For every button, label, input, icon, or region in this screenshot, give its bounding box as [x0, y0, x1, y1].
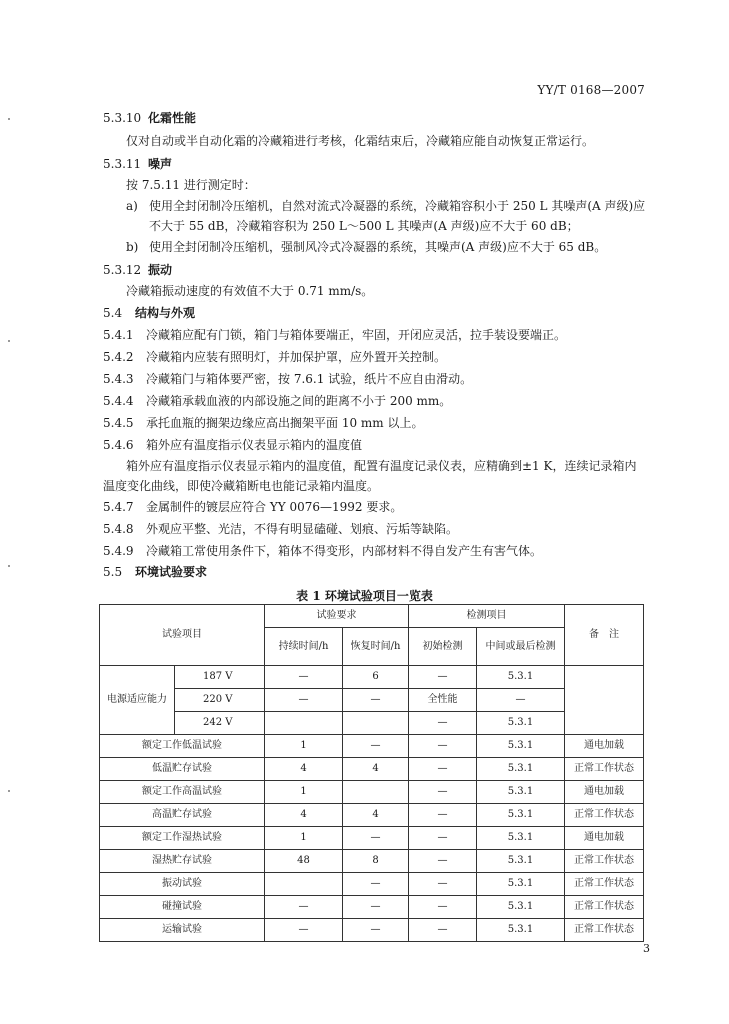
section-5-3-11-heading: 5.3.11 噪声: [103, 157, 173, 171]
table-cell: —: [409, 781, 477, 804]
section-5-4-6: 5.4.6 箱外应有温度指示仪表显示箱内的温度值: [103, 438, 363, 452]
section-5-4-6-para-line1: 箱外应有温度指示仪表显示箱内的温度值，配置有温度记录仪表，应精确到±1 K，连续记录箱内: [126, 459, 637, 473]
table-cell: [265, 873, 343, 896]
table-caption: 表 1 环境试验项目一览表: [296, 589, 433, 603]
section-5-4-heading: 5.4 结构与外观: [103, 306, 196, 320]
table-cell: —: [409, 666, 477, 689]
header-duration: 持续时间/h: [265, 628, 343, 666]
header-recovery: 恢复时间/h: [343, 628, 409, 666]
table-cell: —: [343, 919, 409, 942]
table-cell: 通电加载: [565, 827, 644, 850]
section-5-4-5: 5.4.5 承托血瓶的搁架边缘应高出搁架平面 10 mm 以上。: [103, 416, 424, 430]
table-cell: 5.3.1: [477, 666, 565, 689]
section-5-5-heading: 5.5 环境试验要求: [103, 565, 208, 579]
table-cell: [565, 666, 644, 735]
section-5-4-6-para-line2: 温度变化曲线，即使冷藏箱断电也能记录箱内温度。: [103, 479, 380, 493]
header-item: 试验项目: [100, 605, 265, 666]
table-cell: —: [343, 689, 409, 712]
margin-speck: [8, 118, 10, 120]
table-cell: —: [409, 827, 477, 850]
table-cell: 5.3.1: [477, 735, 565, 758]
table-cell: 正常工作状态: [565, 758, 644, 781]
list-item-b-line1: 使用全封闭制冷压缩机，强制风冷式冷凝器的系统，其噪声(A 声级)应不大于 65 dB。: [149, 240, 607, 254]
table-cell: 正常工作状态: [565, 850, 644, 873]
table-cell: —: [409, 758, 477, 781]
environment-test-table: [99, 604, 644, 942]
section-5-3-12-text: 冷藏箱振动速度的有效值不大于 0.71 mm/s。: [126, 284, 374, 298]
table-row-label: 低温贮存试验: [100, 758, 265, 781]
table-cell: 正常工作状态: [565, 896, 644, 919]
table-cell: 正常工作状态: [565, 919, 644, 942]
header-inspection: 检测项目: [409, 605, 565, 628]
section-5-4-7: 5.4.7 金属制件的镀层应符合 YY 0076—1992 要求。: [103, 500, 403, 514]
margin-speck: [8, 565, 10, 567]
table-cell: 242 V: [175, 712, 265, 735]
header-mid-final: 中间或最后检测: [477, 628, 565, 666]
section-5-4-2: 5.4.2 冷藏箱内应装有照明灯，并加保护罩，应外置开关控制。: [103, 350, 447, 364]
standard-number: YY/T 0168—2007: [537, 83, 645, 97]
section-5-3-12-heading: 5.3.12 振动: [103, 263, 173, 277]
table-cell: 220 V: [175, 689, 265, 712]
table-cell: —: [265, 689, 343, 712]
list-label-b: b): [126, 240, 139, 254]
power-adaptability-label: 电源适应能力: [100, 666, 175, 735]
table-cell: [343, 712, 409, 735]
table-cell: 5.3.1: [477, 758, 565, 781]
table-cell: 正常工作状态: [565, 873, 644, 896]
table-cell: 48: [265, 850, 343, 873]
table-cell: —: [343, 735, 409, 758]
table-cell: 5.3.1: [477, 850, 565, 873]
table-cell: 通电加载: [565, 781, 644, 804]
section-5-4-4: 5.4.4 冷藏箱承载血液的内部设施之间的距离不小于 200 mm。: [103, 394, 452, 408]
table-row-label: 额定工作低温试验: [100, 735, 265, 758]
table-cell: —: [409, 712, 477, 735]
section-5-4-3: 5.4.3 冷藏箱门与箱体要严密，按 7.6.1 试验，纸片不应自由滑动。: [103, 372, 473, 386]
table-cell: 8: [343, 850, 409, 873]
table-cell: 通电加载: [565, 735, 644, 758]
table-row-label: 碰撞试验: [100, 896, 265, 919]
table-cell: —: [343, 873, 409, 896]
table-cell: 4: [265, 804, 343, 827]
table-cell: 4: [265, 758, 343, 781]
page-number: 3: [643, 942, 650, 955]
table-cell: 4: [343, 804, 409, 827]
table-cell: —: [265, 919, 343, 942]
table-row-label: 额定工作湿热试验: [100, 827, 265, 850]
table-cell: —: [409, 919, 477, 942]
table-cell: —: [477, 689, 565, 712]
table-cell: —: [343, 827, 409, 850]
table-cell: —: [409, 896, 477, 919]
table-cell: 4: [343, 758, 409, 781]
table-cell: 5.3.1: [477, 873, 565, 896]
table-cell: 5.3.1: [477, 827, 565, 850]
section-5-4-8: 5.4.8 外观应平整、光洁，不得有明显磕碰、划痕、污垢等缺陷。: [103, 522, 459, 536]
table-cell: 5.3.1: [477, 896, 565, 919]
table-cell: 187 V: [175, 666, 265, 689]
table-cell: 5.3.1: [477, 781, 565, 804]
table-row-label: 湿热贮存试验: [100, 850, 265, 873]
table-row-label: 运输试验: [100, 919, 265, 942]
table-cell: —: [409, 873, 477, 896]
section-5-4-1: 5.4.1 冷藏箱应配有门锁，箱门与箱体要端正，牢固，开闭应灵活，拉手装设要端正。: [103, 328, 567, 342]
table-cell: 6: [343, 666, 409, 689]
section-5-3-10-text: 仅对自动或半自动化霜的冷藏箱进行考核，化霜结束后，冷藏箱应能自动恢复正常运行。: [126, 134, 595, 148]
table-cell: 1: [265, 735, 343, 758]
table-cell: —: [409, 804, 477, 827]
table-cell: 5.3.1: [477, 919, 565, 942]
header-remarks: 备 注: [565, 605, 644, 666]
table-row-label: 振动试验: [100, 873, 265, 896]
table-cell: 正常工作状态: [565, 804, 644, 827]
table-cell: —: [343, 896, 409, 919]
header-requirements: 试验要求: [265, 605, 409, 628]
margin-speck: [8, 340, 10, 342]
table-row-label: 高温贮存试验: [100, 804, 265, 827]
list-item-a-line1: 使用全封闭制冷压缩机，自然对流式冷凝器的系统，冷藏箱容积小于 250 L 其噪声(A 声级)应: [149, 199, 646, 213]
table-cell: 1: [265, 781, 343, 804]
section-5-4-9: 5.4.9 冷藏箱工常使用条件下，箱体不得变形，内部材料不得自发产生有害气体。: [103, 544, 543, 558]
table-cell: 5.3.1: [477, 804, 565, 827]
list-label-a: a): [126, 199, 138, 213]
table-cell: 全性能: [409, 689, 477, 712]
table-cell: [343, 781, 409, 804]
table-cell: —: [265, 666, 343, 689]
table-cell: [265, 712, 343, 735]
list-item-a-line2: 不大于 55 dB，冷藏箱容积为 250 L～500 L 其噪声(A 声级)应不大于 60 dB；: [149, 219, 579, 233]
header-initial: 初始检测: [409, 628, 477, 666]
section-5-3-11-intro: 按 7.5.11 进行测定时：: [126, 178, 256, 192]
margin-speck: [8, 790, 10, 792]
table-cell: —: [409, 735, 477, 758]
table-cell: 5.3.1: [477, 712, 565, 735]
table-row-label: 额定工作高温试验: [100, 781, 265, 804]
table-cell: —: [409, 850, 477, 873]
section-5-3-10-heading: 5.3.10 化霜性能: [103, 111, 197, 125]
table-cell: 1: [265, 827, 343, 850]
table-cell: —: [265, 896, 343, 919]
